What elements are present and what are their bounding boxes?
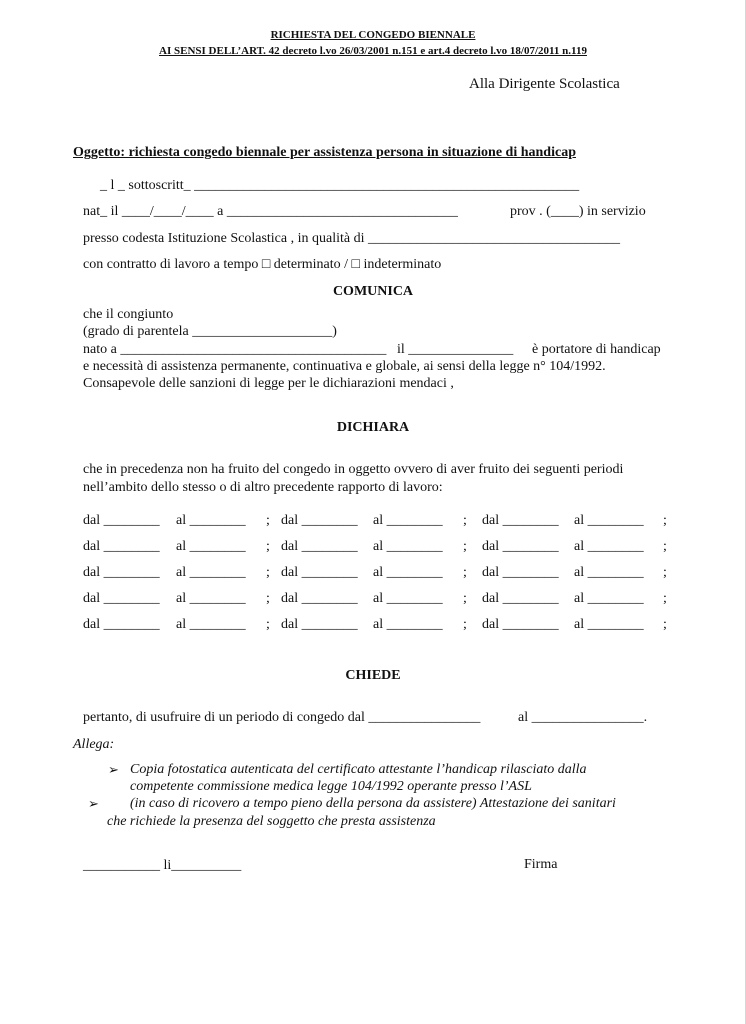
period-from-field: dal ________: [482, 617, 559, 632]
period-separator: ;: [663, 591, 667, 606]
period-to-field: al ________: [574, 565, 644, 580]
arrow-bullet-icon: ➢: [88, 796, 99, 811]
period-separator: ;: [663, 539, 667, 554]
period-to-field: al ________: [176, 617, 246, 632]
period-separator: ;: [266, 617, 270, 632]
applicant-role-line: presso codesta Istituzione Scolastica , in qualità di ____________________________________: [83, 231, 620, 246]
period-to-field: al ________: [574, 539, 644, 554]
chiede-heading: CHIEDE: [345, 668, 401, 683]
assistance-line: e necessità di assistenza permanente, continuativa e globale, ai sensi della legge n° 104/1992.: [83, 359, 606, 374]
period-separator: ;: [663, 513, 667, 528]
period-separator: ;: [463, 539, 467, 554]
period-from-field: dal ________: [281, 617, 358, 632]
arrow-bullet-icon: ➢: [108, 762, 119, 777]
place-date-field: ___________ li__________: [83, 858, 242, 873]
period-to-field: al ________: [373, 565, 443, 580]
attachment-1-line-1: Copia fotostatica autenticata del certificato attestante l’handicap rilasciato dalla: [130, 762, 587, 777]
period-to-field: al ________: [373, 513, 443, 528]
period-from-field: dal ________: [281, 565, 358, 580]
attachment-2-line-2: che richiede la presenza del soggetto che presta assistenza: [107, 814, 436, 829]
kinship-line: (grado di parentela ____________________): [83, 324, 337, 339]
period-separator: ;: [663, 565, 667, 580]
period-from-field: dal ________: [281, 539, 358, 554]
request-period-from: pertanto, di usufruire di un periodo di congedo dal ________________: [83, 710, 481, 725]
period-separator: ;: [266, 591, 270, 606]
subject-line: Oggetto: richiesta congedo biennale per assistenza persona in situazione di handicap: [73, 145, 576, 160]
relative-birthdate-line: il _______________: [397, 342, 514, 357]
period-to-field: al ________: [373, 591, 443, 606]
period-to-field: al ________: [574, 513, 644, 528]
period-to-field: al ________: [176, 591, 246, 606]
applicant-birth-line: nat_ il ____/____/____ a _________________________________: [83, 204, 458, 219]
relative-line: che il congiunto: [83, 307, 174, 322]
period-from-field: dal ________: [482, 565, 559, 580]
request-period-to: al ________________.: [518, 710, 648, 725]
dichiara-text-line-1: che in precedenza non ha fruito del congedo in oggetto ovvero di aver fruito dei seguenti periodi: [83, 462, 624, 477]
comunica-heading: COMUNICA: [332, 284, 414, 299]
period-from-field: dal ________: [482, 539, 559, 554]
applicant-contract-line: con contratto di lavoro a tempo □ determinato / □ indeterminato: [83, 257, 442, 272]
period-separator: ;: [266, 513, 270, 528]
handicap-line: è portatore di handicap: [532, 342, 661, 357]
signature-label: Firma: [524, 857, 558, 872]
period-from-field: dal ________: [83, 513, 160, 528]
attachments-label: Allega:: [73, 737, 115, 752]
period-to-field: al ________: [176, 539, 246, 554]
period-separator: ;: [266, 565, 270, 580]
period-from-field: dal ________: [482, 591, 559, 606]
document-title: RICHIESTA DEL CONGEDO BIENNALE: [270, 29, 476, 41]
period-from-field: dal ________: [83, 591, 160, 606]
period-from-field: dal ________: [482, 513, 559, 528]
period-to-field: al ________: [373, 539, 443, 554]
applicant-prov-line: prov . (____) in servizio: [510, 204, 646, 219]
applicant-name-line: _ l _ sottoscritt_ _______________________________________________________: [100, 178, 580, 193]
period-from-field: dal ________: [281, 591, 358, 606]
period-to-field: al ________: [574, 591, 644, 606]
period-separator: ;: [463, 513, 467, 528]
awareness-line: Consapevole delle sanzioni di legge per le dichiarazioni mendaci ,: [83, 376, 454, 391]
period-separator: ;: [463, 617, 467, 632]
period-from-field: dal ________: [281, 513, 358, 528]
period-separator: ;: [463, 565, 467, 580]
period-from-field: dal ________: [83, 565, 160, 580]
period-separator: ;: [463, 591, 467, 606]
attachment-1-line-2: competente commissione medica legge 104/1992 operante presso l’ASL: [130, 779, 532, 794]
period-from-field: dal ________: [83, 539, 160, 554]
document-subtitle: AI SENSI DELL’ART. 42 decreto l.vo 26/03/2001 n.151 e art.4 decreto l.vo 18/07/2011 n.119: [159, 45, 587, 57]
period-to-field: al ________: [176, 513, 246, 528]
period-separator: ;: [663, 617, 667, 632]
period-to-field: al ________: [574, 617, 644, 632]
addressee: Alla Dirigente Scolastica: [469, 76, 620, 92]
attachment-2-line-1: (in caso di ricovero a tempo pieno della persona da assistere) Attestazione dei sanitari: [130, 796, 616, 811]
period-from-field: dal ________: [83, 617, 160, 632]
period-to-field: al ________: [176, 565, 246, 580]
dichiara-text-line-2: nell’ambito dello stesso o di altro precedente rapporto di lavoro:: [83, 480, 443, 495]
dichiara-heading: DICHIARA: [336, 420, 410, 435]
relative-birthplace-line: nato a ______________________________________: [83, 342, 387, 357]
period-to-field: al ________: [373, 617, 443, 632]
period-separator: ;: [266, 539, 270, 554]
